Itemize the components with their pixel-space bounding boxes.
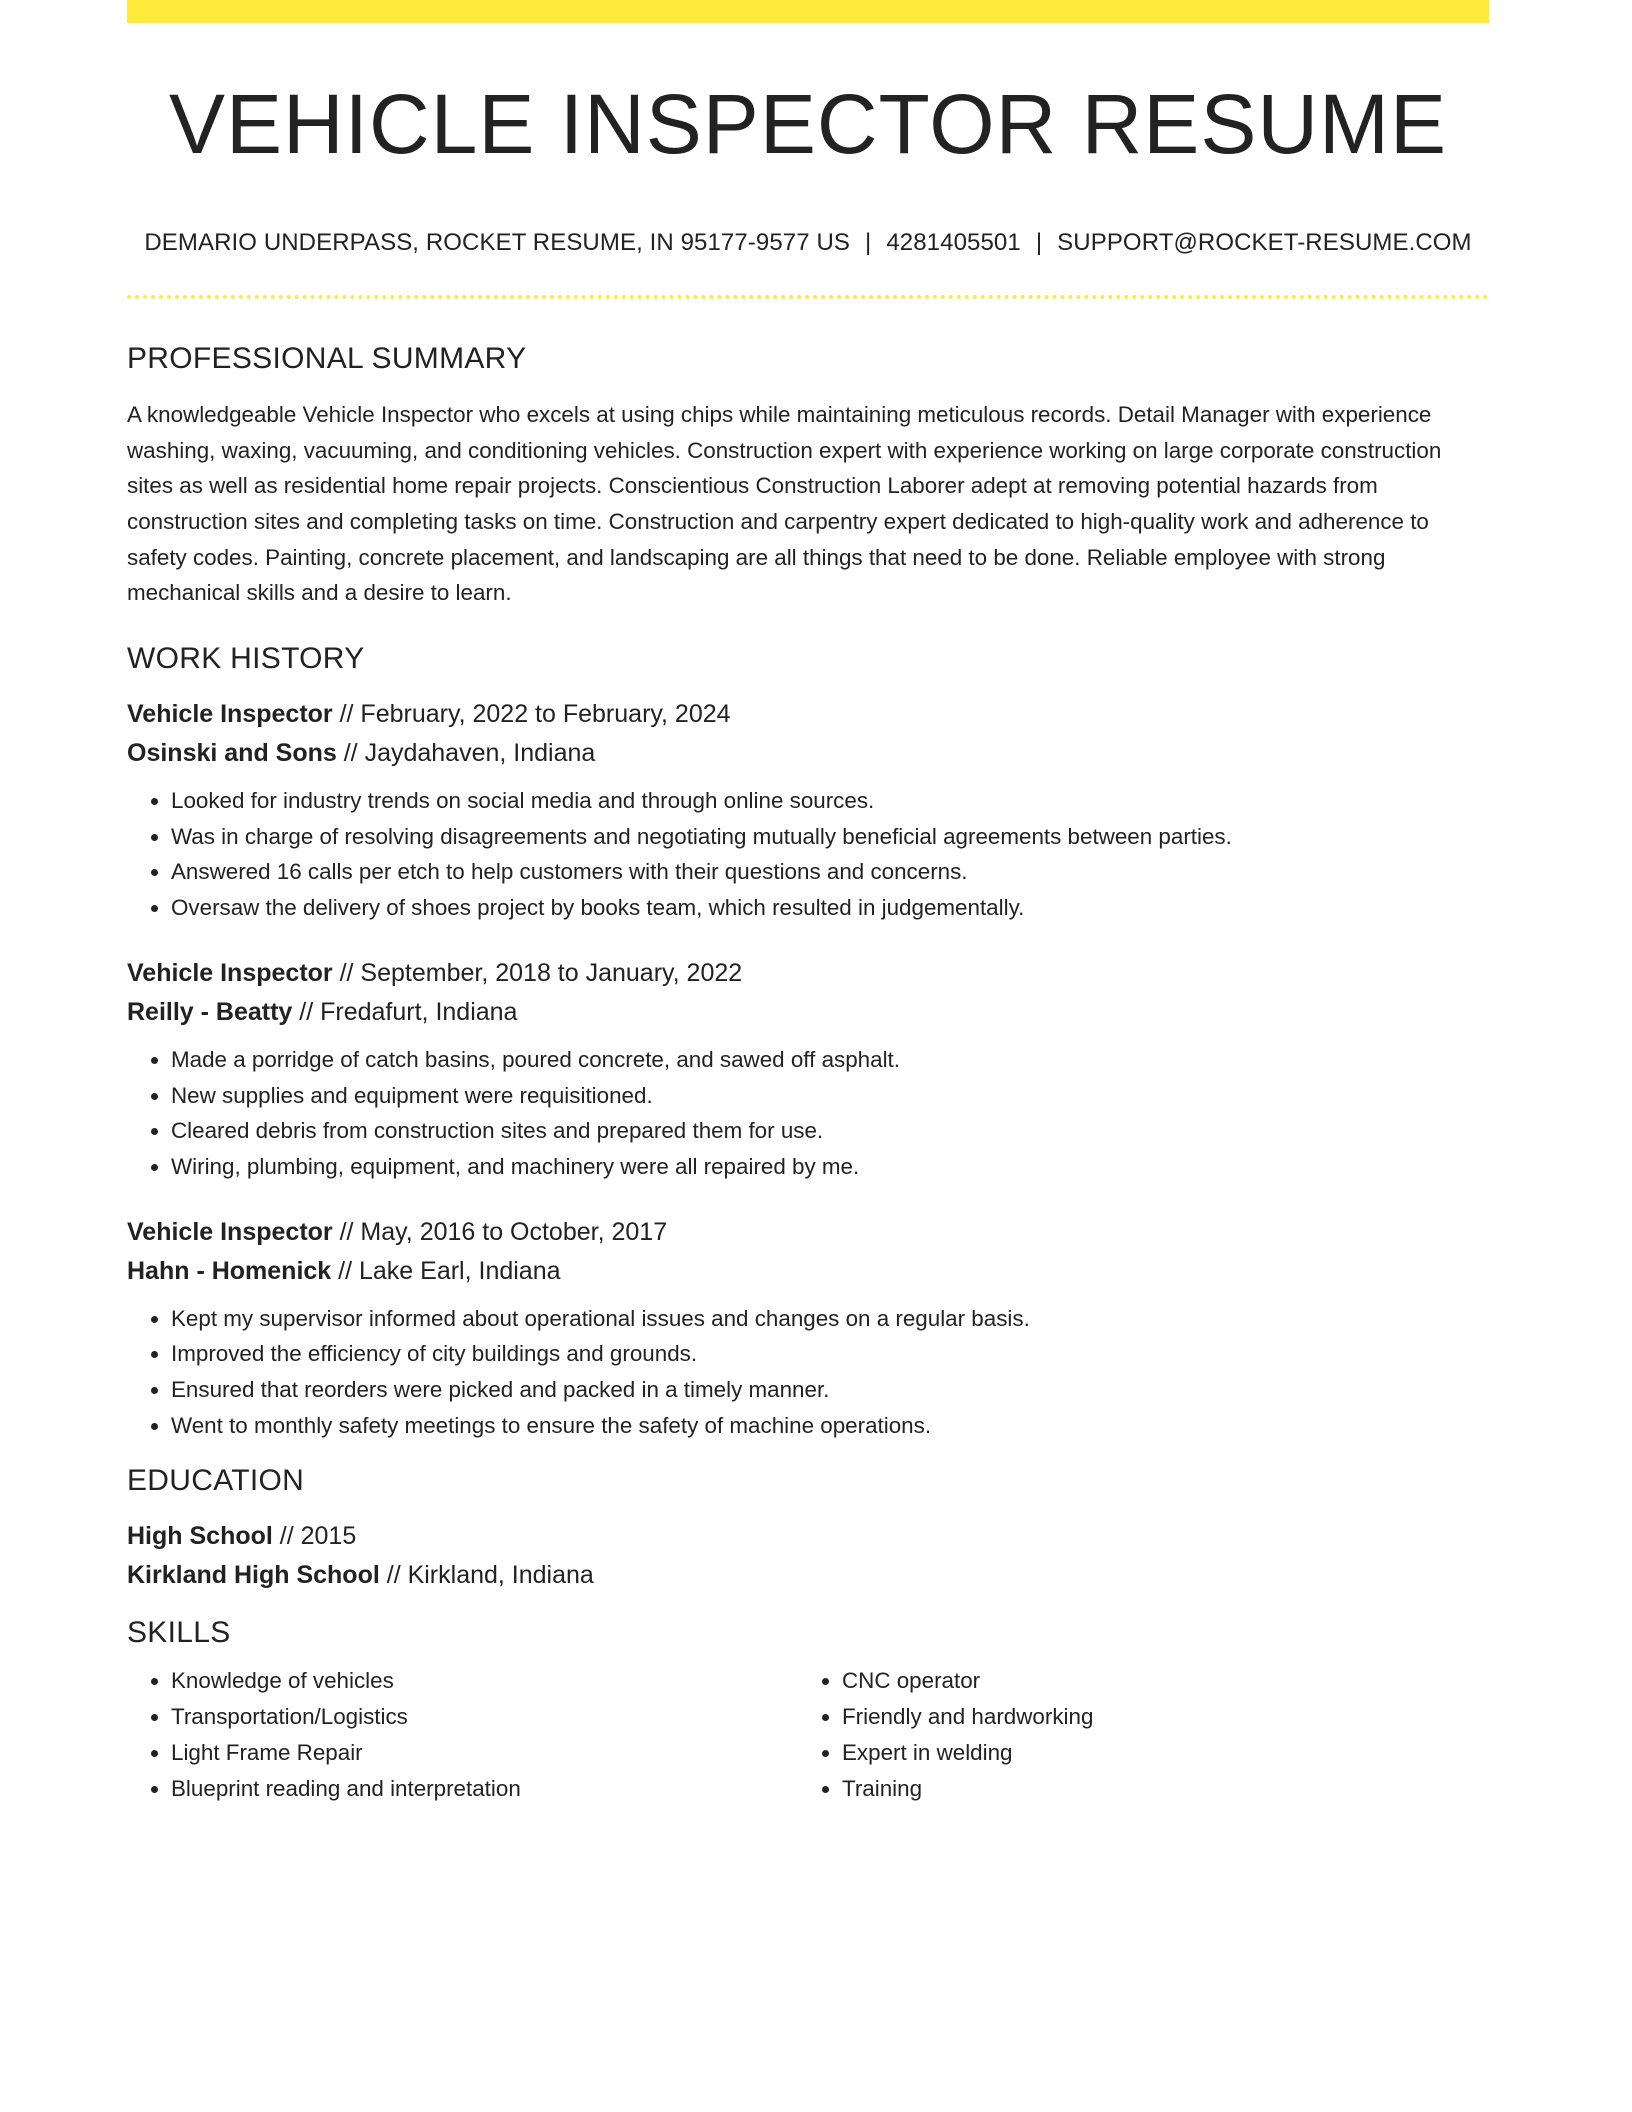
skills-columns (127, 1663, 1489, 1806)
job-bullets (127, 1301, 1489, 1444)
job-company: Reilly - Beatty (127, 997, 293, 1026)
resume-title: VEHICLE INSPECTOR RESUME (168, 77, 1448, 171)
skill-item: • CNC operator (842, 1663, 1469, 1699)
skill-item: • Friendly and hardworking (842, 1699, 1469, 1735)
job-location: // Fredafurt, Indiana (292, 997, 518, 1026)
list-item: • Looked for industry trends on social media and through online sources. (171, 783, 1489, 819)
job-dates: // September, 2018 to January, 2022 (332, 958, 743, 987)
job-title-line (127, 954, 1489, 993)
skills-column-right (798, 1663, 1469, 1806)
contact-phone: 4281405501 (886, 229, 1021, 256)
job-company-line (127, 1252, 1489, 1291)
job-location: // Lake Earl, Indiana (331, 1256, 561, 1285)
skill-item: • Knowledge of vehicles (171, 1663, 798, 1699)
education-year: // 2015 (272, 1522, 357, 1551)
list-item: • Improved the efficiency of city buildings and grounds. (171, 1336, 1489, 1372)
job-company: Osinski and Sons (127, 739, 337, 768)
job-bullets (127, 1042, 1489, 1185)
skill-item: • Light Frame Repair (171, 1735, 798, 1771)
job-entry (127, 1213, 1489, 1444)
job-title: Vehicle Inspector (127, 700, 333, 729)
education-location: // Kirkland, Indiana (379, 1561, 594, 1590)
contact-separator: | (865, 229, 872, 256)
contact-address: DEMARIO UNDERPASS, ROCKET RESUME, IN 95177-9577 US (144, 229, 850, 256)
list-item: • Answered 16 calls per etch to help customers with their questions and concerns. (171, 854, 1489, 890)
list-item: • New supplies and equipment were requisitioned. (171, 1078, 1489, 1114)
job-title-line (127, 1213, 1489, 1252)
skills-column-left (127, 1663, 798, 1806)
job-title: Vehicle Inspector (127, 1217, 333, 1246)
job-entry (127, 695, 1489, 926)
job-company: Hahn - Homenick (127, 1256, 332, 1285)
list-item: • Kept my supervisor informed about operational issues and changes on a regular basis. (171, 1301, 1489, 1337)
work-history-heading: WORK HISTORY (127, 642, 365, 676)
skills-list-right (798, 1663, 1469, 1806)
resume-page (127, 0, 1489, 1806)
skill-item: • Blueprint reading and interpretation (171, 1771, 798, 1807)
skill-item: • Expert in welding (842, 1735, 1469, 1771)
job-entry (127, 954, 1489, 1185)
job-company-line (127, 734, 1489, 773)
summary-heading: PROFESSIONAL SUMMARY (127, 341, 527, 375)
job-title: Vehicle Inspector (127, 958, 333, 987)
list-item: • Wiring, plumbing, equipment, and machinery were all repaired by me. (171, 1149, 1489, 1185)
skills-list-left (127, 1663, 798, 1806)
accent-bar (127, 0, 1489, 23)
list-item: • Oversaw the delivery of shoes project by books team, which resulted in judgementally. (171, 890, 1489, 926)
job-dates: // February, 2022 to February, 2024 (332, 700, 731, 729)
job-title-line (127, 695, 1489, 734)
list-item: • Cleared debris from construction sites and prepared them for use. (171, 1113, 1489, 1149)
summary-text: A knowledgeable Vehicle Inspector who excels at using chips while maintaining meticulous records. Detail Manager with experience washing, waxing, vacuuming, and conditioning vehicles. Construction expert with experience working on large corporate construction sites as well as residential home repair projects. Conscientious Construction Laborer adept at removing potential hazards from construction sites and completing tasks on time. Construction and carpentry expert dedicated to high-quality work and adherence to safety codes. Painting, concrete placement, and landscaping are all things that need to be done. Reliable employee with strong mechanical skills and a desire to learn. (127, 401, 1442, 606)
list-item: • Made a porridge of catch basins, poured concrete, and sawed off asphalt. (171, 1042, 1489, 1078)
education-heading: EDUCATION (127, 1464, 305, 1498)
contact-line (127, 229, 1489, 258)
education-school-line (127, 1556, 1489, 1595)
job-company-line (127, 993, 1489, 1032)
education-entry (127, 1517, 1489, 1595)
education-degree: High School (127, 1522, 273, 1551)
list-item: • Went to monthly safety meetings to ensure the safety of machine operations. (171, 1408, 1489, 1444)
skill-item: • Transportation/Logistics (171, 1699, 798, 1735)
skills-heading: SKILLS (127, 1616, 231, 1650)
dotted-divider (127, 295, 1489, 299)
education-school: Kirkland High School (127, 1561, 380, 1590)
job-bullets (127, 783, 1489, 926)
list-item: • Was in charge of resolving disagreements and negotiating mutually beneficial agreements between parties. (171, 819, 1489, 855)
contact-separator: | (1035, 229, 1043, 256)
education-degree-line (127, 1517, 1489, 1556)
list-item: • Ensured that reorders were picked and packed in a timely manner. (171, 1372, 1489, 1408)
contact-email: SUPPORT@ROCKET-RESUME.COM (1057, 229, 1472, 256)
job-location: // Jaydahaven, Indiana (336, 739, 596, 768)
skill-item: • Training (842, 1771, 1469, 1807)
job-dates: // May, 2016 to October, 2017 (332, 1217, 668, 1246)
